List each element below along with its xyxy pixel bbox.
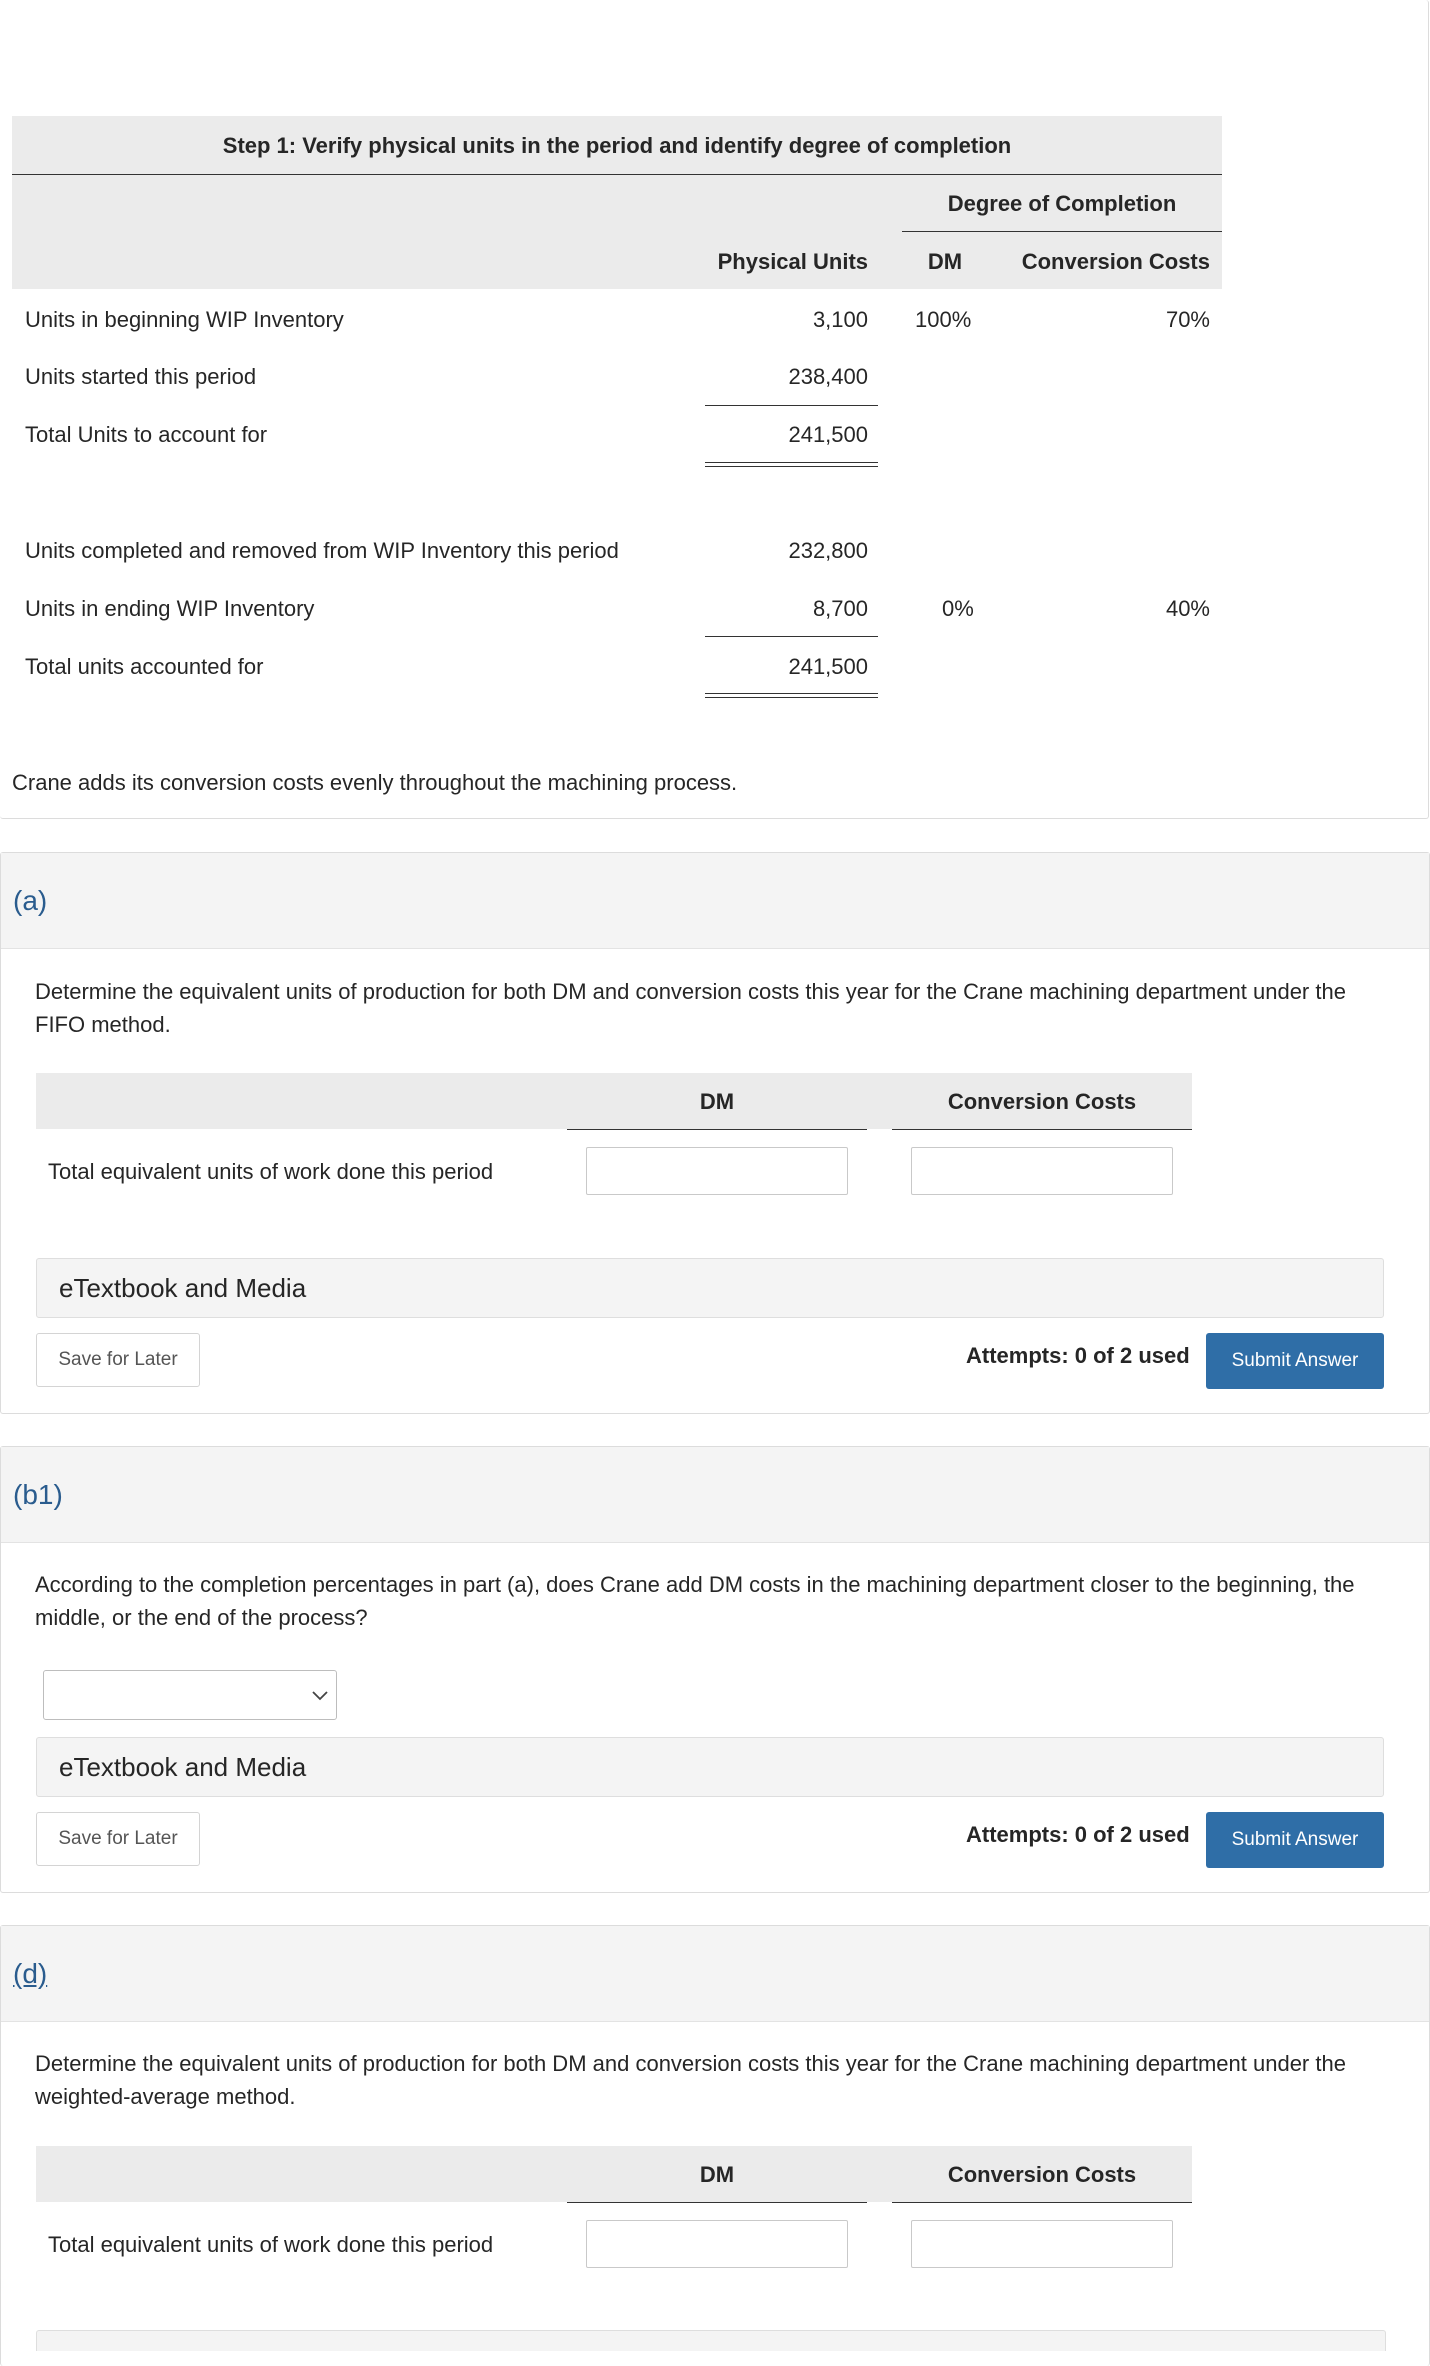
row-units: 232,800 [788, 538, 868, 563]
chevron-down-icon [312, 1691, 328, 1701]
part-b1-label: (b1) [13, 1479, 63, 1510]
step1-note: Crane adds its conversion costs evenly throughout the machining process. [12, 770, 738, 795]
part-d-label[interactable]: (d) [13, 1958, 48, 1989]
row-units: 241,500 [788, 422, 868, 447]
double-divider [705, 462, 878, 467]
part-a-etextbook[interactable]: eTextbook and Media [36, 1258, 1384, 1318]
part-b1-attempts: Attempts: 0 of 2 used [966, 1822, 1190, 1847]
part-a-attempts: Attempts: 0 of 2 used [966, 1343, 1190, 1368]
part-a-question: Determine the equivalent units of production for both DM and conversion costs this year for the Crane machining department under the FIFO method. [35, 979, 1346, 1037]
divider [892, 1129, 1192, 1130]
row-label: Total Units to account for [25, 422, 268, 447]
part-a-label: (a) [13, 885, 48, 916]
row-label: Units in ending WIP Inventory [25, 596, 315, 621]
part-d-question: Determine the equivalent units of production for both DM and conversion costs this year for the Crane machining department under the weighted-average method. [35, 2051, 1346, 2109]
part-a-row-label: Total equivalent units of work done this period [48, 1159, 494, 1184]
divider [902, 231, 1222, 232]
col-dm: DM [927, 249, 963, 274]
col-conversion-costs: Conversion Costs [1021, 249, 1210, 274]
row-cc: 40% [1165, 596, 1210, 621]
row-label: Units started this period [25, 364, 257, 389]
part-d-etextbook-partial [36, 2330, 1386, 2351]
part-d-header [1, 1926, 1429, 2022]
row-cc: 70% [1165, 307, 1210, 332]
row-label: Units completed and removed from WIP Inventory this period [25, 538, 619, 563]
part-a-card [0, 852, 1430, 1414]
part-d-dm-input[interactable] [586, 2220, 848, 2268]
part-a-header [1, 853, 1429, 949]
col-physical-units: Physical Units [717, 249, 868, 274]
part-b1-header [1, 1447, 1429, 1543]
row-units: 241,500 [788, 654, 868, 679]
divider [705, 636, 878, 637]
part-a-cc-input[interactable] [911, 1147, 1173, 1195]
part-a-col-dm: DM [699, 1089, 735, 1114]
row-dm: 0% [942, 596, 974, 621]
double-divider [705, 693, 878, 698]
row-units: 8,700 [812, 596, 868, 621]
row-label: Total units accounted for [25, 654, 264, 679]
step1-title: Step 1: Verify physical units in the period and identify degree of completion [222, 133, 1012, 158]
part-d-row-label: Total equivalent units of work done this period [48, 2232, 494, 2257]
part-d-col-cc: Conversion Costs [947, 2162, 1137, 2187]
part-a-dm-input[interactable] [586, 1147, 848, 1195]
part-b1-etextbook[interactable]: eTextbook and Media [36, 1737, 1384, 1797]
divider [705, 405, 878, 406]
part-b1-submit-button[interactable]: Submit Answer [1206, 1812, 1384, 1868]
divider [567, 1129, 867, 1130]
row-units: 3,100 [812, 307, 868, 332]
divider [567, 2202, 867, 2203]
part-b1-select[interactable] [43, 1670, 337, 1720]
degree-of-completion-header: Degree of Completion [947, 191, 1177, 216]
part-a-save-button[interactable]: Save for Later [36, 1333, 200, 1387]
part-b1-save-button[interactable]: Save for Later [36, 1812, 200, 1866]
row-dm: 100% [915, 307, 972, 332]
part-b1-question: According to the completion percentages in part (a), does Crane add DM costs in the machining department closer to the beginning, the middle, or the end of the process? [35, 1572, 1355, 1630]
part-d-col-dm: DM [699, 2162, 735, 2187]
part-a-submit-button[interactable]: Submit Answer [1206, 1333, 1384, 1389]
part-a-col-cc: Conversion Costs [947, 1089, 1137, 1114]
part-d-cc-input[interactable] [911, 2220, 1173, 2268]
row-units: 238,400 [788, 364, 868, 389]
divider [892, 2202, 1192, 2203]
row-label: Units in beginning WIP Inventory [25, 307, 344, 332]
